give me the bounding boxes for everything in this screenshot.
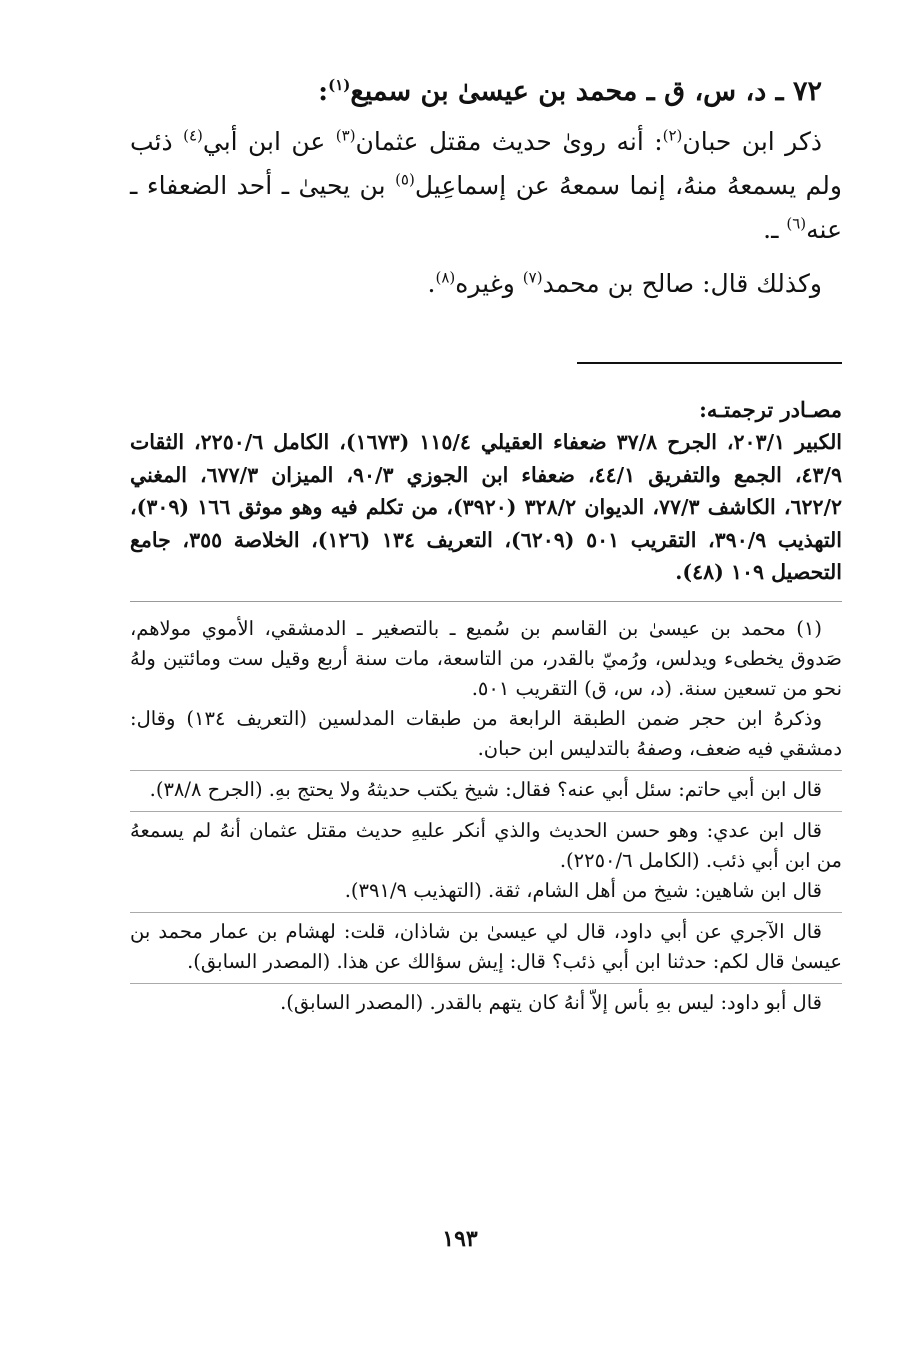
footnote-quote-ibn-adi: قال ابن عدي: وهو حسن الحديث والذي أنكر عليهِ حديث مقتل عثمان أنهُ لم يسمعهُ من ابن أبي ذئب. (الكامل ٢٢٥٠/٦). xyxy=(130,811,842,876)
footnote-marker-4: (٤) xyxy=(183,126,203,145)
text-run: . xyxy=(427,269,436,298)
footnote-divider xyxy=(577,362,842,364)
entry-heading-colon: : xyxy=(318,76,329,107)
sources-title: مصـادر ترجمتـه: xyxy=(699,397,842,422)
footnote-1: (١) محمد بن عيسىٰ بن القاسم بن سُميع ـ بالتصغير ـ الدمشقي، الأموي مولاهم، صَدوق يخطىء ويدلس، ورُميّ بالقدر، من التاسعة، مات سنة أربع وقيل ست ومائتين ولهُ نحو من تسعين سنة. (د، س، ق) التقريب ٥٠١. xyxy=(130,616,842,700)
main-paragraph-2 xyxy=(130,262,842,306)
footnote-quote-ibn-shahin: قال ابن شاهين: شيخ من أهل الشام، ثقة. (التهذيب ٣٩١/٩). xyxy=(344,878,822,902)
footnote-quote-abi-hatim: قال ابن أبي حاتم: سئل أبي عنه؟ فقال: شيخ يكتب حديثهُ ولا يحتج بهِ. (الجرح ٣٨/٨). xyxy=(130,770,842,805)
text-run: بن يحيىٰ ـ أحد الضعفاء ـ عنه xyxy=(130,171,842,244)
footnote-1-continued: وذكرهُ ابن حجر ضمن الطبقة الرابعة من طبقات المدلسين (التعريف ١٣٤) وقال: دمشقي فيه ضعف، وصفهُ بالتدليس ابن حبان. xyxy=(130,706,842,760)
text-run: ـ. xyxy=(763,215,787,244)
page-number: ١٩٣ xyxy=(442,1226,478,1252)
text-run: وكذلك قال: صالح بن محمد xyxy=(542,269,822,298)
footnote-marker-5: (٥) xyxy=(395,170,415,189)
footnote-quote-ajurri: قال الآجري عن أبي داود، قال لي عيسىٰ بن شاذان، قلت: لهشام بن عمار محمد بن عيسىٰ قال لكم: حدثنا ابن أبي ذئب؟ قال: إيش سؤالك عن هذا. (المصدر السابق). xyxy=(130,912,842,977)
text-run: ذئب ولم يسمعهُ منهُ، إنما سمعهُ عن إسماعِيل xyxy=(130,127,842,200)
document-page xyxy=(130,72,842,1018)
text-run: ذكر ابن حبان xyxy=(682,127,822,156)
text-run: عن ابن أبي xyxy=(202,127,336,156)
sources-list: الكبير ٢٠٣/١، الجرح ٣٧/٨ ضعفاء العقيلي ١١٥/٤ (١٦٧٣)، الكامل ٢٢٥٠/٦، الثقات ٤٣/٩، الجمع والتفريق ٤٤/١، ضعفاء ابن الجوزي ٩٠/٣، الميزان ٦٧٧/٣، المغني ٦٢٢/٢، الكاشف ٧٧/٣، الديوان ٣٢٨/٢ (٣٩٢٠)، من تكلم فيه وهو موثق ١٦٦ (٣٠٩)، التهذيب ٣٩٠/٩، التقريب ٥٠١ (٦٢٠٩)، التعريف ١٣٤ (١٢٦)، الخلاصة ٣٥٥، جامع التحصيل ١٠٩ (٤٨). xyxy=(130,430,843,584)
entry-heading xyxy=(130,72,822,112)
footnote-marker-6: (٦) xyxy=(786,214,807,233)
footnote-marker-1: (١) xyxy=(328,76,351,94)
main-paragraph-1 xyxy=(130,120,842,252)
footnote-marker-2: (٢) xyxy=(662,126,683,145)
footnote-marker-3: (٣) xyxy=(335,126,356,145)
entry-heading-text: ٧٢ ـ د، س، ق ـ محمد بن عيسىٰ بن سميع xyxy=(350,76,822,107)
footnote-marker-7: (٧) xyxy=(522,268,543,287)
text-run: وغيره xyxy=(455,269,523,298)
footnote-quote-abu-dawud: قال أبو داود: ليس بهِ بأس إلاّ أنهُ كان يتهم بالقدر. (المصدر السابق). xyxy=(130,983,842,1018)
text-run: : أنه روىٰ حديث مقتل عثمان xyxy=(355,127,663,156)
footnotes-section xyxy=(130,601,842,1018)
footnote-marker-8: (٨) xyxy=(435,268,456,287)
